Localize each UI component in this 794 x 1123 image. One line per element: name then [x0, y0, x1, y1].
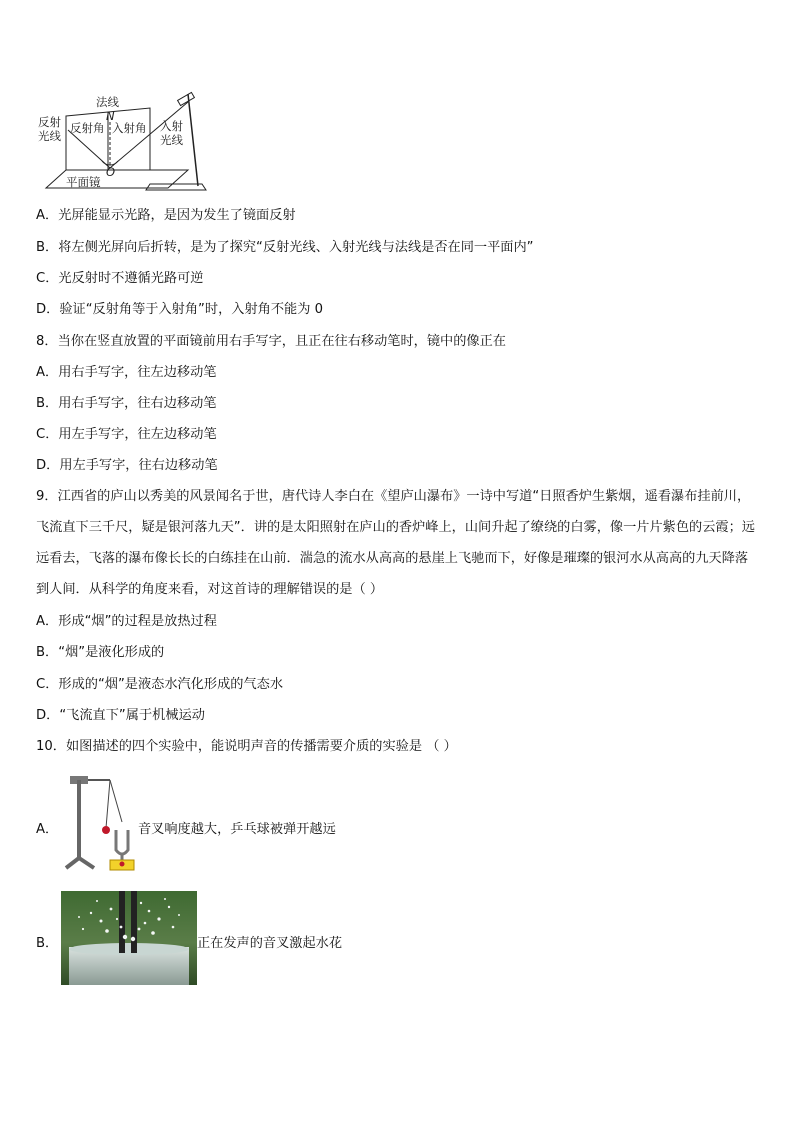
laser-stand-pole [188, 94, 198, 186]
q8-option-a: A．用右手写字，往左边移动笔 [36, 365, 217, 380]
label-incident-ray-2: 光线 [160, 133, 183, 147]
q9-option-d: D．“飞流直下”属于机械运动 [36, 708, 205, 723]
q7-option-b: B．将左侧光屏向后折转，是为了探究“反射光线、入射光线与法线是否在同一平面内” [36, 240, 534, 255]
ball-thread [106, 780, 110, 828]
fork-prong-right [131, 891, 137, 953]
label-incident-angle: 入射角 [112, 121, 147, 135]
label-reflect-ray-2: 光线 [38, 129, 61, 143]
stand-leg-left [66, 858, 79, 868]
q8-stem: 8．当你在竖直放置的平面镜前用右手写字，且正在往右移动笔时，镜中的像正在 [36, 334, 506, 349]
q8-option-d: D．用左手写字，往右边移动笔 [36, 458, 218, 473]
reflection-experiment-diagram [38, 88, 208, 198]
q10-option-b-label: B． [36, 936, 59, 951]
q7-option-c: C．光反射时不遵循光路可逆 [36, 271, 204, 286]
q10-stem: 10．如图描述的四个实验中，能说明声音的传播需要介质的实验是 （ ） [36, 739, 457, 754]
box-dot [120, 862, 125, 867]
q7-option-d: D．验证“反射角等于入射角”时，入射角不能为 0 [36, 302, 323, 317]
q10-option-a-label: A． [36, 822, 59, 837]
q8-option-c: C．用左手写字，往左边移动笔 [36, 427, 217, 442]
ball-thread-2 [110, 780, 122, 822]
label-o: O [106, 165, 116, 179]
stand-leg-right [79, 858, 94, 868]
tuning-fork-water-photo [61, 891, 197, 985]
label-incident-ray-1: 入射 [160, 119, 183, 133]
q9-option-c: C．形成的“烟”是液态水汽化形成的气态水 [36, 677, 284, 692]
label-n: N [106, 109, 115, 123]
label-mirror: 平面镜 [66, 175, 101, 189]
stand-base [146, 184, 206, 190]
q9-option-b: B．“烟”是液化形成的 [36, 645, 165, 660]
tuning-fork-pingpong-figure [62, 772, 138, 872]
q10-option-b-text: 正在发声的音叉激起水花 [197, 936, 343, 951]
label-normal: 法线 [96, 95, 119, 109]
q7-option-a: A．光屏能显示光路，是因为发生了镜面反射 [36, 208, 296, 223]
q10-option-a-text: 音叉响度越大，乒乓球被弹开越远 [138, 822, 336, 837]
q9-option-a: A．形成“烟”的过程是放热过程 [36, 614, 217, 629]
q8-option-b: B．用右手写字，往右边移动笔 [36, 396, 217, 411]
label-reflect-angle: 反射角 [70, 121, 105, 135]
fork-prong-left [119, 891, 125, 953]
ping-pong-ball [102, 826, 110, 834]
tuning-fork [116, 830, 128, 854]
label-reflect-ray-1: 反射 [38, 115, 61, 129]
water-surface [69, 943, 189, 955]
q9-stem: 9．江西省的庐山以秀美的风景闻名于世，唐代诗人李白在《望庐山瀑布》一诗中写道“日照香炉生紫烟，遥看瀑布挂前川，飞流直下三千尺，疑是银河落九天”．讲的是太阳照射在庐山的香炉峰上，山间升起了缭绕的白雾，像一片片紫色的云霞；远远看去，飞落的瀑布像长长的白练挂在山前．湍急的流水从高高的悬崖上飞驰而下，好像是璀璨的银河水从高高的九天降落到人间．从科学的角度来看，对这首诗的理解错误的是（ ） [36, 489, 755, 597]
